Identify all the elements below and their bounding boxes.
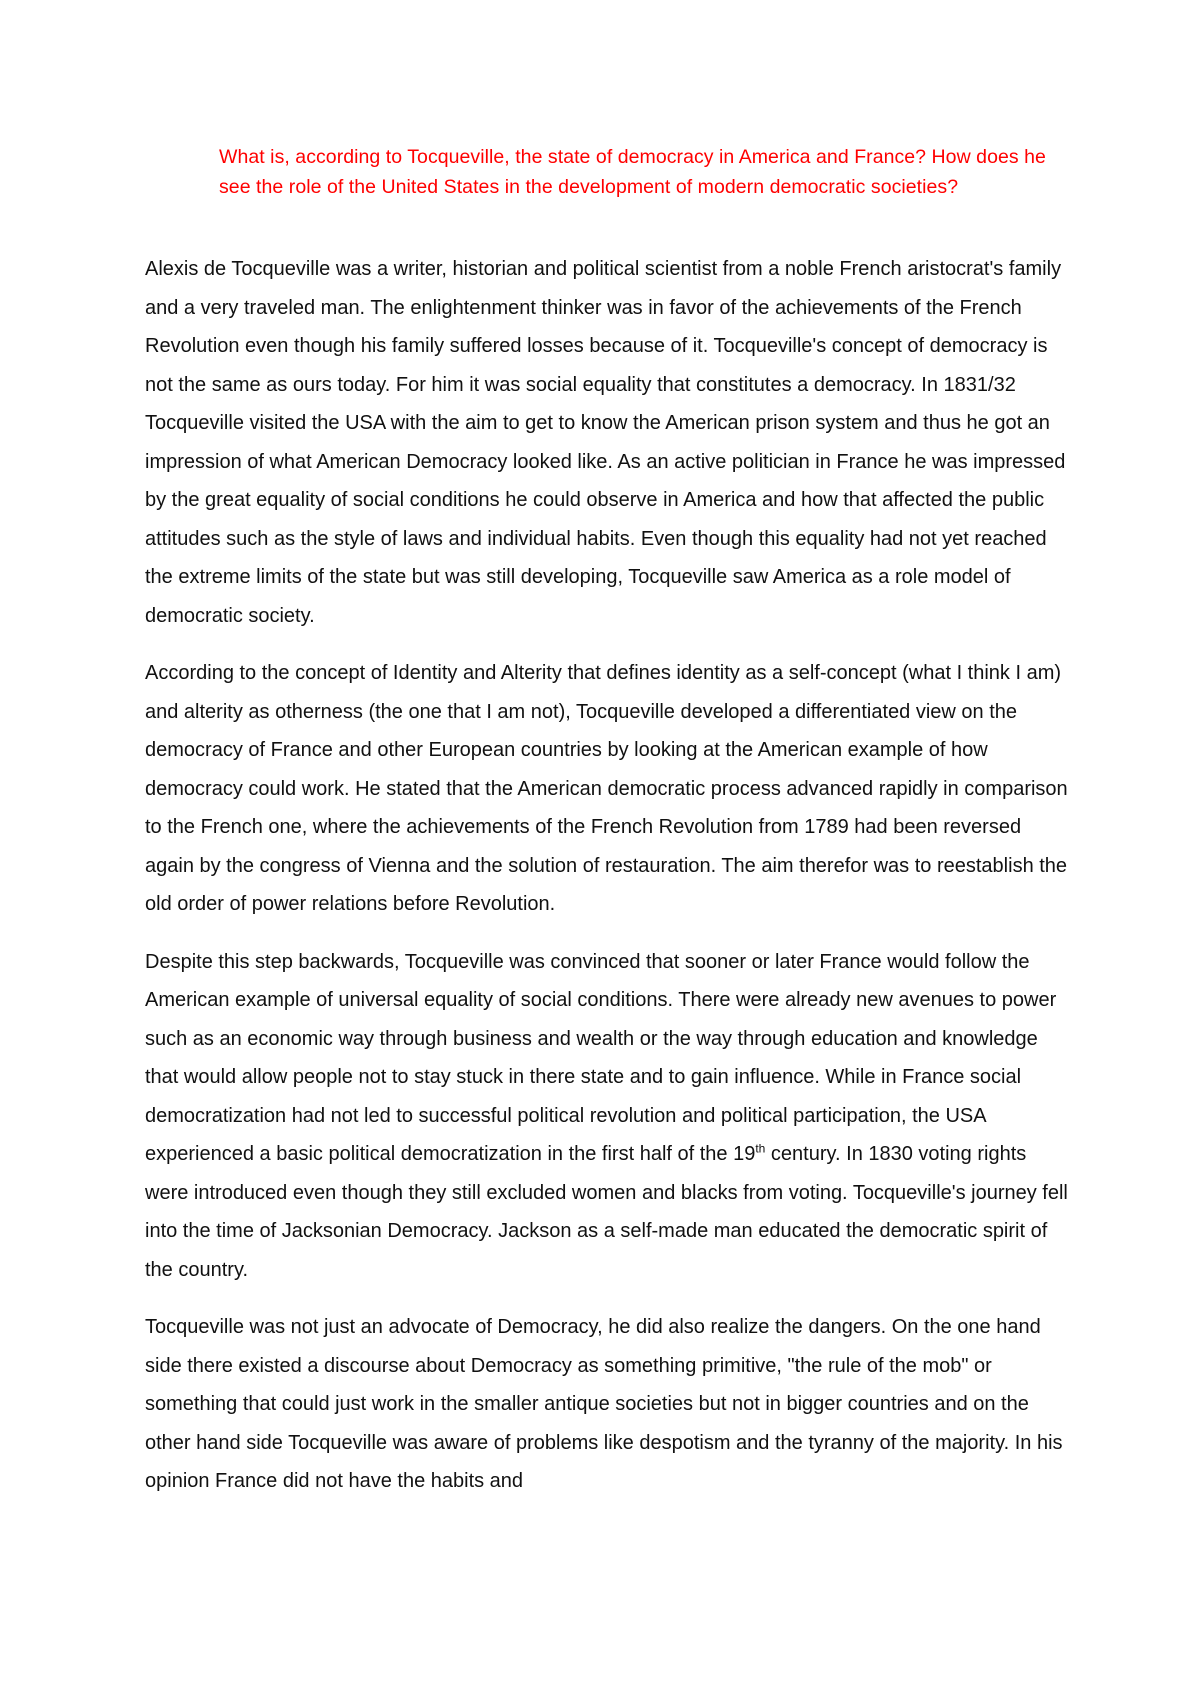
paragraph-3 [145, 943, 1075, 1290]
ordinal-suffix: th [755, 1141, 766, 1156]
paragraph-3-part-2: century. In 1830 voting rights were introduced even though they still excluded women and blacks from voting. Tocqueville's journey fell into the time of Jacksonian Democracy. Jackson as a self-made man educated the democratic spirit of the country. [145, 1143, 1068, 1281]
paragraph-3-part-1: Despite this step backwards, Tocqueville was convinced that sooner or later France would follow the American example of universal equality of social conditions. There were already new avenues to power such as an economic way through business and wealth or the way through education and knowledge that would allow people not to stay stuck in there state and to gain influence. While in France social democratization had not led to successful political revolution and political participation, the USA experienced a basic political democratization in the first half of the 19 [145, 950, 1057, 1165]
essay-body [145, 250, 1075, 1501]
paragraph-1: Alexis de Tocqueville was a writer, historian and political scientist from a noble French aristocrat's family and a very traveled man. The enlightenment thinker was in favor of the achievements of the French Revolution even though his family suffered losses because of it. Tocqueville's concept of democracy is not the same as ours today. For him it was social equality that constitutes a democracy. In 1831/32 Tocqueville visited the USA with the aim to get to know the American prison system and thus he got an impression of what American Democracy looked like. As an active politician in France he was impressed by the great equality of social conditions he could observe in America and how that affected the public attitudes such as the style of laws and individual habits. Even though this equality had not yet reached the extreme limits of the state but was still developing, Tocqueville saw America as a role model of democratic society. [145, 258, 1066, 627]
essay-question: What is, according to Tocqueville, the state of democracy in America and France? How does he see the role of the United States in the development of modern democratic societies? [219, 146, 1046, 198]
paragraph-4: Tocqueville was not just an advocate of Democracy, he did also realize the dangers. On the one hand side there existed a discourse about Democracy as something primitive, "the rule of the mob" or something that could just work in the smaller antique societies but not in bigger countries and on the other hand side Tocqueville was aware of problems like despotism and the tyranny of the majority. In his opinion France did not have the habits and [145, 1316, 1063, 1492]
paragraph-2: According to the concept of Identity and Alterity that defines identity as a self-concept (what I think I am) and alterity as otherness (the one that I am not), Tocqueville developed a differentiated view on the democracy of France and other European countries by looking at the American example of how democracy could work. He stated that the American democratic process advanced rapidly in comparison to the French one, where the achievements of the French Revolution from 1789 had been reversed again by the congress of Vienna and the solution of restauration. The aim therefor was to reestablish the old order of power relations before Revolution. [145, 662, 1068, 915]
